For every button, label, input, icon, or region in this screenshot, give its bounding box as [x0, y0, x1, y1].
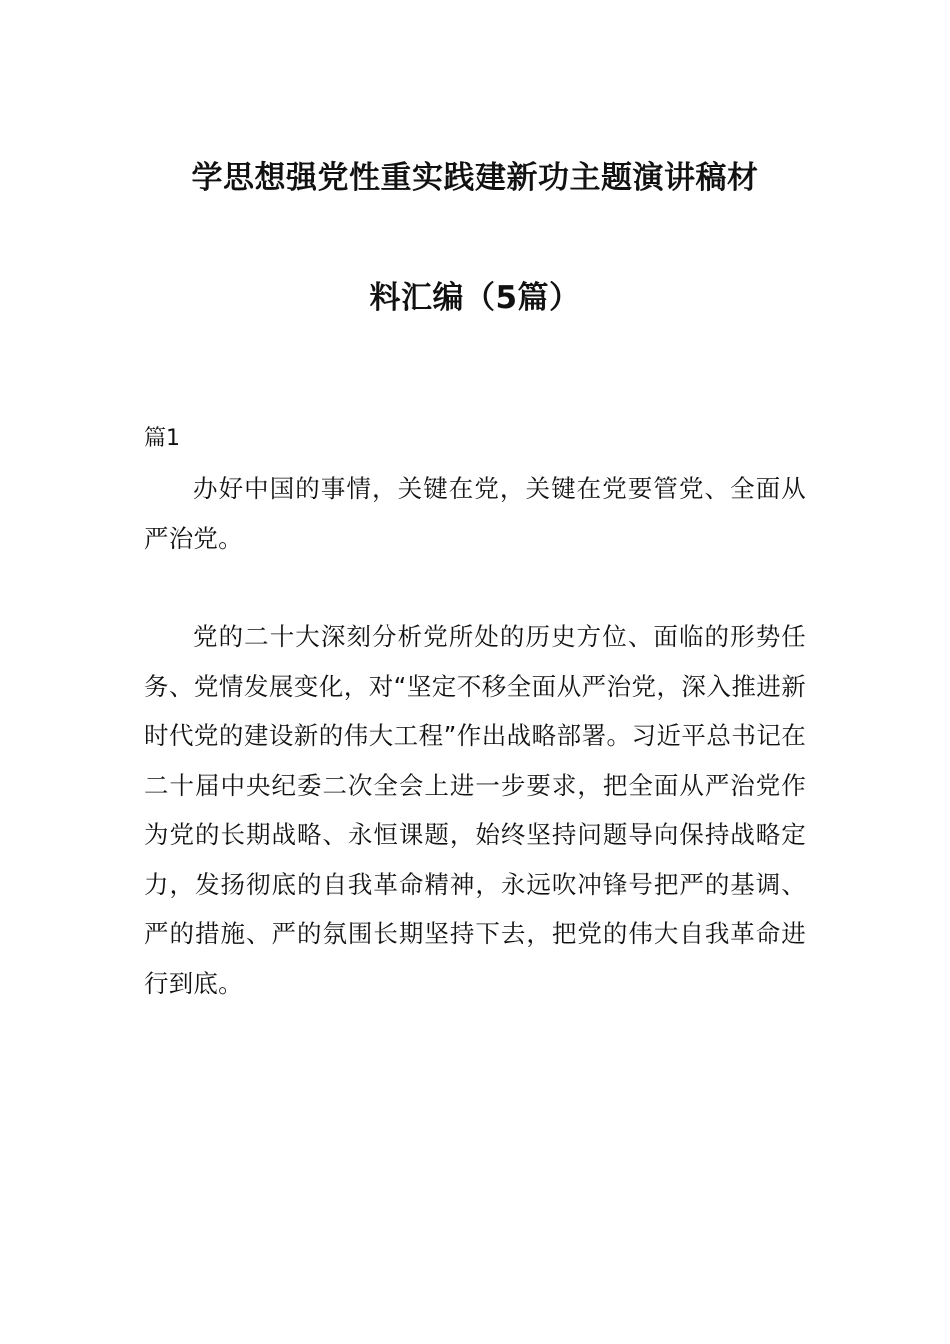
body-paragraph-1: 办好中国的事情，关键在党，关键在党要管党、全面从严治党。: [144, 474, 806, 553]
section-label: 篇1: [144, 426, 180, 451]
body-paragraph-2: 党的二十大深刻分析党所处的历史方位、面临的形势任务、党情发展变化，对“坚定不移全面从严治党，深入推进新时代党的建设新的伟大工程”作出战略部署。习近平总书记在二十届中央纪委二次全会上进一步要求，把全面从严治党作为党的长期战略、永恒课题，始终坚持问题导向保持战略定力，发扬彻底的自我革命精神，永远吹冲锋号把严的基调、严的措施、严的氛围长期坚持下去，把党的伟大自我革命进行到底。: [144, 622, 806, 998]
document-title-line-2: 料汇编（5篇）: [369, 280, 581, 316]
document-title-line-1: 学思想强党性重实践建新功主题演讲稿材: [191, 160, 759, 196]
